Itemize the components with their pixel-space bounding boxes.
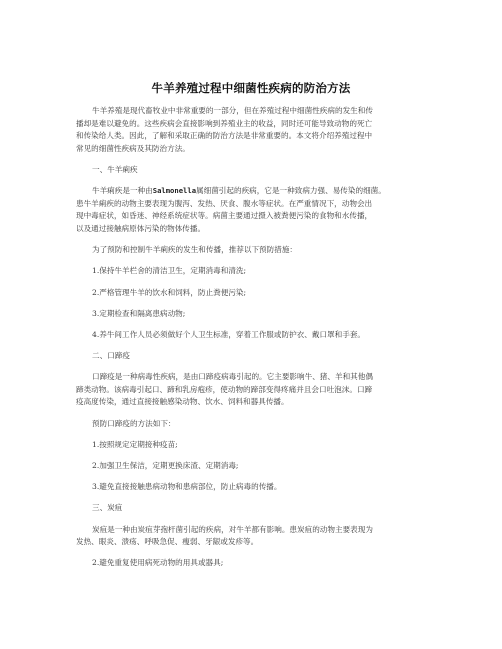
list-item: 3.避免直接接触患病动物和患病部位，防止病毒的传播。 [92, 482, 282, 492]
section3-paragraph-line: 炭疽是一种由炭疽芽孢杆菌引起的疾病，对牛羊都有影响。患炭疽的动物主要表现为 [92, 524, 373, 534]
list-item: 4.养牛间工作人员必须做好个人卫生标准，穿着工作服或防护衣、戴口罩和手套。 [92, 329, 366, 339]
salmonella-term: Salmonella [152, 186, 197, 196]
section1-paragraph-line: 现中毒症状，如昏迷、神经系统症状等。病菌主要通过摄入被粪便污染的食物和水传播， [76, 211, 373, 221]
section2-paragraph-line: 疫高度传染，通过直接接触感染动物、饮水、饲料和器具传播。 [76, 397, 289, 407]
section1-measures-intro: 为了预防和控制牛羊痢疾的发生和传播，推荐以下预防措施： [92, 245, 298, 255]
section1-paragraph-line [76, 185, 428, 198]
section-heading: 一、牛羊痢疾 [92, 164, 138, 174]
section1-paragraph-line: 以及通过接触病原体污染的物体传播。 [76, 223, 206, 233]
list-item: 2.加强卫生保洁，定期更换床渣、定期消毒; [92, 461, 239, 470]
section2-measures-intro: 预防口蹄疫的方法如下： [92, 418, 176, 428]
document-body [76, 105, 428, 570]
intro-line: 播却是难以避免的。这些疾病会直接影响到养殖业主的收益，同时还可能导致动物的死亡 [76, 118, 373, 128]
section1-paragraph-line: 患牛羊痢疾的动物主要表现为腹泻、发热、厌食、腹水等症状。在严重情况下，动物会出 [76, 198, 373, 208]
section2-paragraph-line: 蹄类动物。该病毒引起口、蹄和乳房疱疹，使动物的蹄部变得疼痛并且会口吐泡沫。口蹄 [76, 384, 373, 394]
list-item: 1.按照规定定期接种疫苗; [92, 439, 178, 449]
section3-paragraph-line: 发热、眼炎、溃疡、呼吸急促、瘦弱、牙龈或发疹等。 [76, 537, 259, 547]
intro-line: 常见的细菌性疾病及其防治方法。 [76, 143, 190, 153]
section-heading: 三、炭疽 [92, 503, 123, 513]
list-item: 3.定期检查和隔离患病动物; [92, 308, 186, 318]
list-item: 2.避免重复使用病死动物的用具或器具; [92, 558, 224, 568]
list-item: 1.保持牛羊栏舍的清洁卫生，定期消毒和清洗; [92, 266, 247, 276]
list-item: 2.严格管理牛羊的饮水和饲料，防止粪便污染; [92, 287, 247, 297]
section2-paragraph-line: 口蹄疫是一种病毒性疾病，是由口蹄疫病毒引起的。它主要影响牛、猪、羊和其他偶 [92, 372, 373, 382]
section-heading: 二、口蹄疫 [92, 351, 130, 361]
intro-line: 和传染给人类。因此，了解和采取正确的防治方法是非常重要的。本文将介绍养殖过程中 [76, 131, 373, 141]
intro-line: 牛羊养殖是现代畜牧业中非常重要的一部分，但在养殖过程中细菌性疾病的发生和传 [92, 106, 373, 115]
para-text: 牛羊痢疾是一种由 [92, 186, 153, 196]
document-title: 牛羊养殖过程中细菌性疾病的防治方法 [151, 81, 351, 95]
para-text: 属细菌引起的疾病，它是一种致病力强、易传染的细菌。 [196, 186, 386, 196]
